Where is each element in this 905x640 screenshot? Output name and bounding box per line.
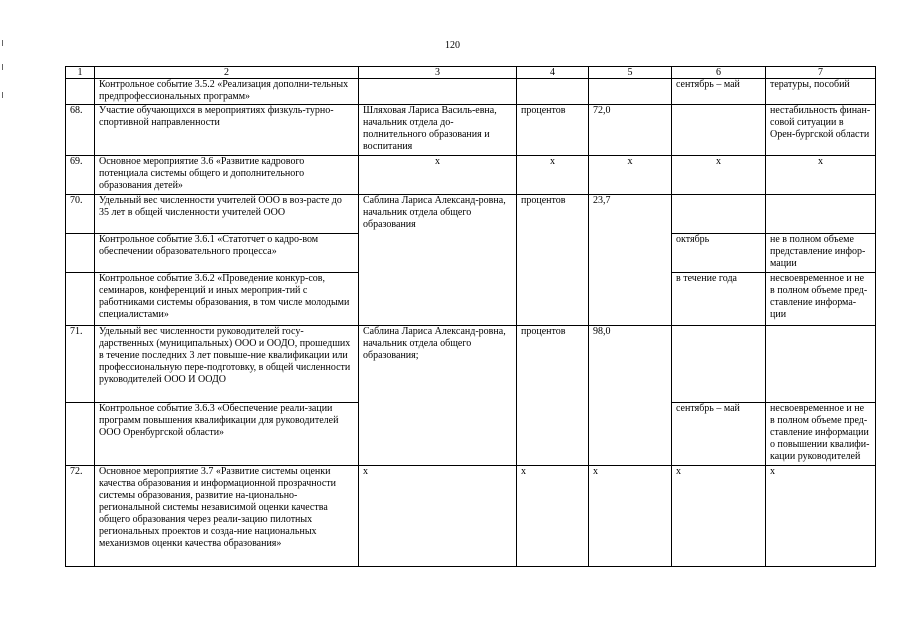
- risk-cell: несвоевременное и не в полном объеме пред-ставление информа-ции: [766, 273, 876, 326]
- unit-cell: x: [517, 156, 589, 195]
- activity-name: Основное мероприятие 3.7 «Развитие системы оценки качества образования и информационной прозрачности системы образования, развитие на-ционально-регионалыной системы независимой оценки качества общего образования через реали-зацию пилотных региональных проектов и созда-ние национальных механизмов оценки качества образования»: [95, 466, 359, 567]
- responsible-person: x: [359, 156, 517, 195]
- row-number: [66, 79, 95, 105]
- term-cell: [672, 195, 766, 234]
- risk-cell: x: [766, 156, 876, 195]
- term-cell: октябрь: [672, 234, 766, 273]
- margin-mark: [2, 92, 3, 98]
- table-row: [66, 105, 876, 156]
- activity-name: Контрольное событие 3.6.1 «Статотчет о кадро-вом обеспечении образовательного процесса»: [95, 234, 359, 273]
- row-number: 70.: [66, 195, 95, 234]
- risk-cell: [766, 195, 876, 234]
- activity-name: Контрольное событие 3.5.2 «Реализация дополни-тельных предпрофессиональных программ»: [95, 79, 359, 105]
- responsible-person: Шляховая Лариса Василь-евна, начальник отдела до-полнительного образования и воспитания: [359, 105, 517, 156]
- column-header: 7: [766, 67, 876, 79]
- responsible-person: x: [359, 466, 517, 567]
- term-cell: в течение года: [672, 273, 766, 326]
- responsible-person: Саблина Лариса Александ-ровна, начальник отдела общего образования;: [359, 326, 517, 466]
- activity-name: Контрольное событие 3.6.2 «Проведение конкур-сов, семинаров, конференций и иных мероприя-тий с работниками системы образования, в том числе молодыми специалистами»: [95, 273, 359, 326]
- table-header-row: [66, 67, 876, 79]
- activity-name: Контрольное событие 3.6.3 «Обеспечение реали-зации программ повышения квалификации для руководителей ООО Оренбургской области»: [95, 403, 359, 466]
- table-row: [66, 79, 876, 105]
- term-cell: x: [672, 156, 766, 195]
- risk-cell: тературы, пособий: [766, 79, 876, 105]
- value-cell: 98,0: [589, 326, 672, 466]
- term-cell: сентябрь – май: [672, 79, 766, 105]
- term-cell: сентябрь – май: [672, 403, 766, 466]
- risk-cell: [766, 326, 876, 403]
- column-header: 6: [672, 67, 766, 79]
- table-row: [66, 466, 876, 567]
- unit-cell: процентов: [517, 326, 589, 466]
- activity-name: Основное мероприятие 3.6 «Развитие кадрового потенциала системы общего и дополнительного образования детей»: [95, 156, 359, 195]
- column-header: 3: [359, 67, 517, 79]
- row-number: [66, 234, 95, 273]
- table-row: [66, 156, 876, 195]
- unit-cell: x: [517, 466, 589, 567]
- row-number: 69.: [66, 156, 95, 195]
- column-header: 4: [517, 67, 589, 79]
- column-header: 2: [95, 67, 359, 79]
- row-number: [66, 273, 95, 326]
- risk-cell: нестабильность финан-совой ситуации в Орен-бургской области: [766, 105, 876, 156]
- row-number: 71.: [66, 326, 95, 403]
- risk-cell: x: [766, 466, 876, 567]
- row-number: [66, 403, 95, 466]
- table-row: [66, 326, 876, 403]
- row-number: 68.: [66, 105, 95, 156]
- value-cell: x: [589, 156, 672, 195]
- page-number: 120: [445, 40, 460, 51]
- value-cell: 23,7: [589, 195, 672, 326]
- plan-table: [65, 66, 876, 567]
- term-cell: [672, 105, 766, 156]
- unit-cell: процентов: [517, 105, 589, 156]
- responsible-person: Саблина Лариса Александ-ровна, начальник отдела общего образования: [359, 195, 517, 326]
- unit-cell: [517, 79, 589, 105]
- column-header: 1: [66, 67, 95, 79]
- term-cell: x: [672, 466, 766, 567]
- table-row: [66, 195, 876, 234]
- value-cell: 72,0: [589, 105, 672, 156]
- activity-name: Участие обучающихся в мероприятиях физкуль-турно-спортивной направленности: [95, 105, 359, 156]
- risk-cell: несвоевременное и не в полном объеме пред-ставление информации о повышении квалифи-кации руководителей: [766, 403, 876, 466]
- term-cell: [672, 326, 766, 403]
- activity-name: Удельный вес численности руководителей госу-дарственных (муниципальных) ООО и ООДО, прошедших в течение последних 3 лет повыше-ние квалификации или профессиональную пере-подготовку, в общей численности руководителей ООО И ООДО: [95, 326, 359, 403]
- activity-name: Удельный вес численности учителей ООО в воз-расте до 35 лет в общей численности учителей ООО: [95, 195, 359, 234]
- column-header: 5: [589, 67, 672, 79]
- risk-cell: не в полном объеме представление инфор-мации: [766, 234, 876, 273]
- value-cell: x: [589, 466, 672, 567]
- unit-cell: процентов: [517, 195, 589, 326]
- row-number: 72.: [66, 466, 95, 567]
- margin-mark: [2, 64, 3, 70]
- value-cell: [589, 79, 672, 105]
- responsible-person: [359, 79, 517, 105]
